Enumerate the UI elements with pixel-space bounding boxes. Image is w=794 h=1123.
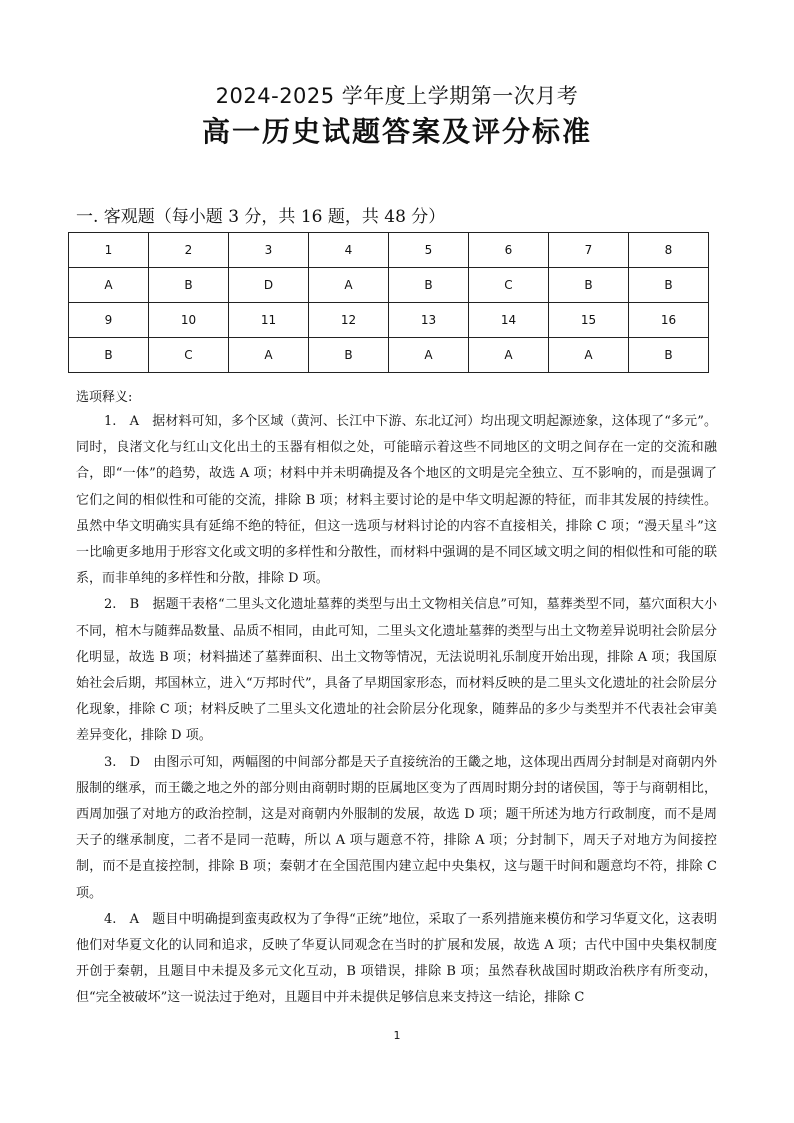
answer-cell: A xyxy=(309,268,389,303)
answer-cell: B xyxy=(629,338,709,373)
answer-cell: B xyxy=(149,268,229,303)
question-number-row xyxy=(69,303,709,338)
answer-row xyxy=(69,268,709,303)
answer-cell: B xyxy=(69,338,149,373)
answer-row xyxy=(69,338,709,373)
question-number-cell: 12 xyxy=(309,303,389,338)
answer-cell: A xyxy=(229,338,309,373)
explanation-paragraph: 1. A 据材料可知，多个区域（黄河、长江中下游、东北辽河）均出现文明起源迹象，这体现了“多元”。同时，良渚文化与红山文化出土的玉器有相似之处，可能暗示着这些不同地区的文明之间存在一定的交流和融合，即“一体”的趋势，故选 A 项；材料中并未明确提及各个地区的文明是完全独立、互不影响的，而是强调了它们之间的相似性和可能的交流，排除 B 项；材料主要讨论的是中华文明起源的特征，而非其发展的持续性。虽然中华文明确实具有延绵不绝的特征，但这一选项与材料讨论的内容不直接相关，排除 C 项；“漫天星斗”这一比喻更多地用于形容文化或文明的多样性和分散性，而材料中强调的是不同区域文明之间的相似性和可能的联系，而非单纯的多样性和分散，排除 D 项。 xyxy=(76,414,717,587)
explanations-body xyxy=(76,409,717,1012)
question-number-cell: 10 xyxy=(149,303,229,338)
answer-table xyxy=(68,232,709,373)
answer-cell: C xyxy=(149,338,229,373)
explanation-paragraph: 2. B 据题干表格“二里头文化遗址墓葬的类型与出土文物相关信息”可知，墓葬类型不同，墓穴面积大小不同，棺木与随葬品数量、品质不相同，由此可知，二里头文化遗址墓葬的类型与出土文物差异说明社会阶层分化明显，故选 B 项；材料描述了墓葬面积、出土文物等情况，无法说明礼乐制度开始出现，排除 A 项；我国原始社会后期，邦国林立，进入“万邦时代”，具备了早期国家形态，而材料反映的是二里头文化遗址的社会阶层分化现象，排除 C 项；材料反映了二里头文化遗址的社会阶层分化现象，随葬品的多少与类型并不代表社会审美差异变化，排除 D 项。 xyxy=(76,597,717,744)
question-number-cell: 9 xyxy=(69,303,149,338)
question-number-cell: 11 xyxy=(229,303,309,338)
question-number-cell: 13 xyxy=(389,303,469,338)
page-number: 1 xyxy=(393,1029,401,1042)
explanation-paragraph: 3. D 由图示可知，两幅图的中间部分都是天子直接统治的王畿之地，这体现出西周分封制是对商朝内外服制的继承，而王畿之地之外的部分则由商朝时期的臣属地区变为了西周时期分封的诸侯国，等于与商朝相比，西周加强了对地方的政治控制，这是对商朝内外服制的发展，故选 D 项；题干所述为地方行政制度，而不是周天子的继承制度，二者不是同一范畴，所以 A 项与题意不符，排除 A 项；分封制下，周天子对地方为间接控制，而不是直接控制，排除 B 项；秦朝才在全国范围内建立起中央集权，这与题干时间和题意均不符，排除 C 项。 xyxy=(76,754,717,901)
answer-cell: D xyxy=(229,268,309,303)
explanations-label: 选项释义: xyxy=(76,390,133,405)
answer-cell: A xyxy=(469,338,549,373)
answer-cell: A xyxy=(549,338,629,373)
answer-cell: A xyxy=(389,338,469,373)
exam-title: 2024-2025 学年度上学期第一次月考 xyxy=(215,84,579,108)
question-number-cell: 4 xyxy=(309,233,389,268)
question-number-cell: 16 xyxy=(629,303,709,338)
question-number-cell: 2 xyxy=(149,233,229,268)
question-number-cell: 1 xyxy=(69,233,149,268)
section-heading: 一. 客观题（每小题 3 分，共 16 题，共 48 分） xyxy=(76,207,446,227)
explanation-paragraph: 4. A 题目中明确提到蛮夷政权为了争得“正统”地位，采取了一系列措施来模仿和学习华夏文化，这表明他们对华夏文化的认同和追求，反映了华夏认同观念在当时的扩展和发展，故选 A 项；古代中国中央集权制度开创于秦朝，且题目中未提及多元文化互动，B 项错误，排除 B 项；虽然春秋战国时期政治秩序有所变动，但“完全被破坏”这一说法过于绝对，且题目中并未提供足够信息来支持这一结论，排除 C xyxy=(76,911,717,1006)
answer-cell: B xyxy=(389,268,469,303)
question-number-cell: 8 xyxy=(629,233,709,268)
answer-cell: B xyxy=(549,268,629,303)
answer-cell: C xyxy=(469,268,549,303)
question-number-cell: 5 xyxy=(389,233,469,268)
answer-cell: A xyxy=(69,268,149,303)
question-number-cell: 15 xyxy=(549,303,629,338)
answer-cell: B xyxy=(629,268,709,303)
question-number-cell: 6 xyxy=(469,233,549,268)
question-number-cell: 3 xyxy=(229,233,309,268)
question-number-cell: 7 xyxy=(549,233,629,268)
question-number-row xyxy=(69,233,709,268)
answer-cell: B xyxy=(309,338,389,373)
exam-subtitle: 高一历史试题答案及评分标准 xyxy=(201,115,592,148)
question-number-cell: 14 xyxy=(469,303,549,338)
